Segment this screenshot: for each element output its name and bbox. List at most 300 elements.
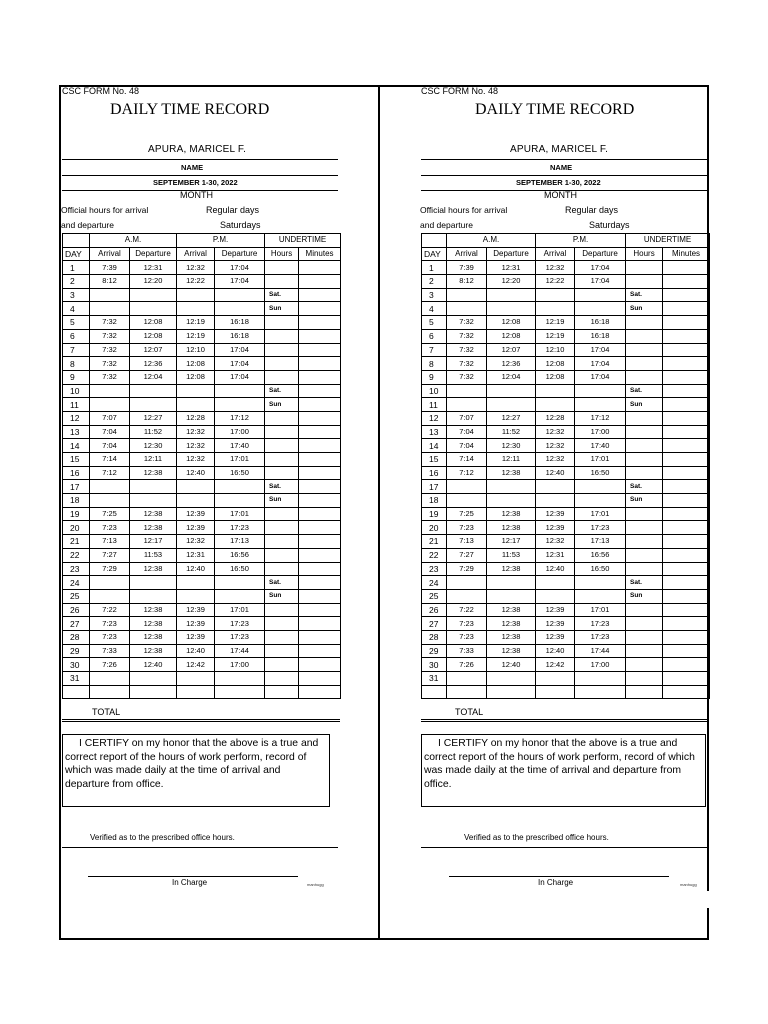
am-arrival: 7:22 [90, 603, 130, 617]
undertime-minutes [663, 617, 710, 631]
am-arrival [90, 288, 130, 302]
blank-cell [487, 685, 536, 698]
undertime-note [626, 630, 663, 644]
am-arrival: 7:23 [447, 630, 487, 644]
pm-arrival [536, 398, 575, 412]
blank-cell [90, 685, 130, 698]
day-number: 5 [63, 316, 90, 330]
undertime-minutes [663, 576, 710, 590]
undertime-note: Sun [626, 589, 663, 603]
am-arrival: 7:12 [90, 466, 130, 480]
undertime-note: Sun [265, 302, 299, 316]
am-departure [130, 589, 177, 603]
am-arrival: 7:23 [447, 521, 487, 535]
pm-departure: 17:13 [215, 535, 265, 549]
am-arrival: 7:32 [447, 357, 487, 371]
undertime-note [265, 261, 299, 275]
day-number: 3 [422, 288, 447, 302]
pm-departure: 17:04 [575, 275, 626, 289]
pm-departure: 17:00 [215, 658, 265, 672]
pm-arrival: 12:40 [536, 466, 575, 480]
pm-arrival [177, 302, 215, 316]
am-departure: 12:07 [487, 343, 536, 357]
pm-departure: 16:50 [215, 562, 265, 576]
pm-departure [575, 480, 626, 494]
undertime-note [265, 275, 299, 289]
pm-arrival [177, 672, 215, 686]
pm-departure [215, 384, 265, 398]
day-number: 29 [422, 644, 447, 658]
am-departure: 12:07 [130, 343, 177, 357]
am-departure: 12:36 [487, 357, 536, 371]
am-arrival: 7:29 [447, 562, 487, 576]
certification-box [421, 734, 706, 807]
am-arrival [90, 494, 130, 508]
blank-cell [265, 685, 299, 698]
am-arrival: 7:04 [90, 425, 130, 439]
undertime-note [265, 535, 299, 549]
day-row [63, 370, 341, 384]
day-row [63, 261, 341, 275]
am-arrival: 7:32 [90, 357, 130, 371]
undertime-minutes [663, 589, 710, 603]
pm-departure: 17:01 [575, 507, 626, 521]
header-day: DAY [63, 247, 90, 261]
undertime-minutes [299, 357, 341, 371]
undertime-note: Sat. [265, 480, 299, 494]
pm-departure: 17:23 [215, 617, 265, 631]
verified-text: Verified as to the prescribed office hours. [90, 833, 235, 842]
pm-departure [575, 288, 626, 302]
pm-departure [215, 302, 265, 316]
day-row [63, 329, 341, 343]
verified-underline [62, 847, 338, 848]
total-topline [421, 719, 709, 720]
day-number: 8 [63, 357, 90, 371]
pm-arrival: 12:31 [536, 548, 575, 562]
blank-cell [130, 685, 177, 698]
time-record-table [62, 233, 341, 699]
am-arrival [447, 480, 487, 494]
pm-arrival: 12:42 [536, 658, 575, 672]
undertime-minutes [663, 603, 710, 617]
day-row [63, 288, 341, 302]
saturdays-label: Saturdays [589, 220, 630, 230]
pm-arrival: 12:19 [177, 329, 215, 343]
undertime-minutes [663, 672, 710, 686]
pm-arrival: 12:40 [536, 562, 575, 576]
am-departure [487, 589, 536, 603]
am-departure: 12:38 [487, 630, 536, 644]
header-day: DAY [422, 247, 447, 261]
undertime-note [265, 411, 299, 425]
name-divider [421, 175, 707, 176]
pm-arrival: 12:22 [177, 275, 215, 289]
am-arrival [90, 672, 130, 686]
day-row [63, 562, 341, 576]
blank-cell [536, 685, 575, 698]
header-am-arrival: Arrival [447, 247, 487, 261]
pm-arrival: 12:28 [177, 411, 215, 425]
am-departure: 12:11 [130, 453, 177, 467]
am-arrival [90, 302, 130, 316]
day-number: 8 [422, 357, 447, 371]
official-hours-label-2: and departure [420, 220, 473, 230]
pm-departure: 17:13 [575, 535, 626, 549]
pm-arrival: 12:39 [177, 630, 215, 644]
pm-arrival: 12:39 [177, 507, 215, 521]
pm-arrival [536, 288, 575, 302]
am-departure [487, 384, 536, 398]
header-undertime: UNDERTIME [265, 234, 341, 248]
day-row [422, 480, 710, 494]
am-arrival: 7:23 [90, 630, 130, 644]
am-departure: 12:30 [487, 439, 536, 453]
pm-departure: 16:18 [575, 329, 626, 343]
pm-departure: 17:04 [575, 261, 626, 275]
am-departure [487, 288, 536, 302]
undertime-minutes [299, 302, 341, 316]
pm-departure: 17:23 [215, 630, 265, 644]
pm-arrival: 12:08 [177, 370, 215, 384]
blank-cell [447, 685, 487, 698]
am-arrival [447, 302, 487, 316]
day-number: 15 [422, 453, 447, 467]
day-row [422, 411, 710, 425]
form-title: DAILY TIME RECORD [475, 101, 635, 118]
am-departure: 12:08 [487, 329, 536, 343]
am-arrival: 7:32 [90, 329, 130, 343]
day-row [63, 494, 341, 508]
corner-mark: manhugg [307, 882, 324, 887]
pm-arrival: 12:31 [177, 548, 215, 562]
day-row [422, 494, 710, 508]
pm-departure: 17:23 [575, 617, 626, 631]
employee-name: APURA, MARICEL F. [510, 144, 609, 155]
day-row [422, 425, 710, 439]
am-arrival: 7:26 [90, 658, 130, 672]
blank-cell [575, 685, 626, 698]
official-hours-label: Official hours for arrival [420, 205, 508, 215]
day-number: 25 [63, 589, 90, 603]
am-departure: 12:40 [487, 658, 536, 672]
saturdays-label: Saturdays [220, 220, 261, 230]
blank-cell [215, 685, 265, 698]
day-number: 1 [63, 261, 90, 275]
undertime-note: Sat. [265, 384, 299, 398]
undertime-minutes [663, 384, 710, 398]
undertime-minutes [663, 275, 710, 289]
pm-departure: 17:04 [575, 370, 626, 384]
undertime-minutes [663, 357, 710, 371]
am-departure: 12:31 [487, 261, 536, 275]
blank-cell [299, 685, 341, 698]
am-departure: 12:20 [130, 275, 177, 289]
am-departure: 12:38 [130, 603, 177, 617]
undertime-note: Sat. [265, 288, 299, 302]
day-number: 17 [63, 480, 90, 494]
pm-arrival: 12:39 [536, 507, 575, 521]
pm-departure [215, 672, 265, 686]
header-hours: Hours [626, 247, 663, 261]
undertime-note [626, 617, 663, 631]
undertime-minutes [663, 425, 710, 439]
pm-arrival: 12:32 [177, 261, 215, 275]
day-number: 26 [422, 603, 447, 617]
am-departure [130, 480, 177, 494]
am-departure: 12:31 [130, 261, 177, 275]
pm-arrival: 12:39 [177, 603, 215, 617]
am-arrival: 7:27 [447, 548, 487, 562]
day-number: 9 [422, 370, 447, 384]
day-row [422, 302, 710, 316]
form-number: CSC FORM No. 48 [62, 86, 140, 96]
regular-days-label: Regular days [206, 205, 260, 215]
pm-departure [575, 672, 626, 686]
am-arrival: 7:33 [447, 644, 487, 658]
am-arrival: 7:32 [90, 343, 130, 357]
day-number: 11 [63, 398, 90, 412]
undertime-minutes [299, 398, 341, 412]
undertime-note [626, 261, 663, 275]
am-departure: 11:53 [487, 548, 536, 562]
undertime-note [265, 425, 299, 439]
day-row [422, 384, 710, 398]
signature-line [88, 876, 298, 877]
undertime-note [265, 672, 299, 686]
pm-arrival [177, 576, 215, 590]
header-am: A.M. [90, 234, 177, 248]
undertime-note [265, 453, 299, 467]
pm-departure: 17:04 [215, 275, 265, 289]
am-arrival [90, 589, 130, 603]
day-row [422, 370, 710, 384]
header-hours: Hours [265, 247, 299, 261]
day-row [422, 466, 710, 480]
day-row [422, 617, 710, 631]
pm-departure: 17:04 [215, 343, 265, 357]
undertime-note [265, 562, 299, 576]
pm-arrival: 12:32 [177, 425, 215, 439]
am-arrival: 8:12 [447, 275, 487, 289]
day-number: 6 [63, 329, 90, 343]
undertime-note [626, 603, 663, 617]
am-departure: 12:38 [130, 630, 177, 644]
undertime-note [626, 453, 663, 467]
undertime-note: Sun [626, 398, 663, 412]
pm-departure: 16:50 [575, 562, 626, 576]
pm-arrival: 12:32 [177, 453, 215, 467]
day-row [63, 658, 341, 672]
undertime-minutes [299, 562, 341, 576]
day-row [63, 644, 341, 658]
undertime-minutes [663, 343, 710, 357]
undertime-minutes [299, 617, 341, 631]
day-number: 23 [63, 562, 90, 576]
am-departure [130, 672, 177, 686]
am-departure: 12:27 [487, 411, 536, 425]
undertime-minutes [299, 589, 341, 603]
pm-departure: 17:04 [215, 261, 265, 275]
undertime-note [265, 521, 299, 535]
undertime-minutes [299, 576, 341, 590]
certification-text: I CERTIFY on my honor that the above is a true and correct report of the hours of work perform, record of which was made daily at the time of arrival and departure from office. [65, 738, 319, 790]
undertime-note: Sun [265, 398, 299, 412]
undertime-minutes [663, 439, 710, 453]
corner-mark: manhugg [680, 882, 697, 887]
total-bottomline [421, 721, 709, 722]
day-number: 16 [63, 466, 90, 480]
undertime-minutes [663, 535, 710, 549]
undertime-note [265, 658, 299, 672]
header-row-group [63, 234, 341, 248]
header-blank [63, 234, 90, 248]
pm-arrival [536, 302, 575, 316]
pm-arrival: 12:39 [536, 521, 575, 535]
undertime-minutes [299, 630, 341, 644]
am-arrival [447, 288, 487, 302]
am-arrival [447, 494, 487, 508]
day-row [422, 535, 710, 549]
am-departure: 12:11 [487, 453, 536, 467]
am-arrival: 7:32 [447, 370, 487, 384]
in-charge-label: In Charge [172, 878, 208, 887]
day-row [63, 302, 341, 316]
day-row [63, 576, 341, 590]
am-departure: 12:38 [487, 603, 536, 617]
undertime-note: Sun [626, 302, 663, 316]
am-departure: 12:38 [130, 507, 177, 521]
day-row [422, 630, 710, 644]
day-number: 12 [63, 411, 90, 425]
pm-arrival: 12:28 [536, 411, 575, 425]
pm-arrival: 12:39 [177, 617, 215, 631]
am-arrival: 7:32 [90, 316, 130, 330]
day-row [422, 357, 710, 371]
day-number: 28 [63, 630, 90, 644]
month-label: MONTH [180, 190, 213, 200]
undertime-note [626, 357, 663, 371]
am-arrival: 7:27 [90, 548, 130, 562]
pm-arrival [536, 576, 575, 590]
day-row [63, 603, 341, 617]
day-number: 14 [63, 439, 90, 453]
am-arrival: 7:25 [447, 507, 487, 521]
pm-departure: 17:01 [215, 603, 265, 617]
pm-arrival [177, 480, 215, 494]
period-text: SEPTEMBER 1-30, 2022 [516, 178, 601, 187]
day-row [63, 589, 341, 603]
am-arrival: 7:33 [90, 644, 130, 658]
blank-cell [177, 685, 215, 698]
undertime-minutes [299, 316, 341, 330]
undertime-note [626, 535, 663, 549]
am-arrival [90, 384, 130, 398]
regular-days-label: Regular days [565, 205, 619, 215]
total-label: TOTAL [92, 707, 121, 717]
am-departure [487, 398, 536, 412]
undertime-minutes [663, 329, 710, 343]
undertime-minutes [663, 494, 710, 508]
day-number: 24 [63, 576, 90, 590]
am-departure: 12:38 [130, 617, 177, 631]
undertime-minutes [299, 384, 341, 398]
undertime-minutes [663, 562, 710, 576]
am-arrival [447, 576, 487, 590]
day-row [63, 411, 341, 425]
pm-departure: 17:04 [215, 370, 265, 384]
pm-arrival [177, 384, 215, 398]
pm-arrival: 12:39 [536, 603, 575, 617]
pm-departure [575, 384, 626, 398]
undertime-note [626, 439, 663, 453]
pm-arrival [536, 494, 575, 508]
total-bottomline [62, 721, 340, 722]
pm-arrival: 12:40 [536, 644, 575, 658]
day-number: 14 [422, 439, 447, 453]
blank-cell [63, 685, 90, 698]
day-number: 10 [422, 384, 447, 398]
undertime-minutes [299, 439, 341, 453]
day-number: 1 [422, 261, 447, 275]
pm-arrival: 12:32 [536, 261, 575, 275]
am-arrival: 7:14 [447, 453, 487, 467]
pm-arrival: 12:08 [536, 357, 575, 371]
pm-departure: 17:44 [575, 644, 626, 658]
am-arrival: 7:29 [90, 562, 130, 576]
pm-departure: 17:23 [215, 521, 265, 535]
pm-departure: 16:56 [215, 548, 265, 562]
pm-departure: 17:40 [575, 439, 626, 453]
day-row [63, 316, 341, 330]
undertime-minutes [663, 453, 710, 467]
time-record-table [421, 233, 710, 699]
day-row [63, 535, 341, 549]
undertime-note [626, 370, 663, 384]
pm-departure: 17:04 [575, 357, 626, 371]
am-departure [130, 494, 177, 508]
day-row [422, 329, 710, 343]
am-departure: 12:30 [130, 439, 177, 453]
day-number: 13 [63, 425, 90, 439]
day-row [422, 453, 710, 467]
day-row [63, 521, 341, 535]
day-number: 22 [422, 548, 447, 562]
official-hours-label-2: and departure [61, 220, 114, 230]
day-row [422, 672, 710, 686]
day-row [422, 507, 710, 521]
undertime-note: Sat. [626, 480, 663, 494]
day-number: 16 [422, 466, 447, 480]
undertime-note [265, 316, 299, 330]
undertime-note [265, 603, 299, 617]
time-record-body [422, 234, 710, 699]
undertime-minutes [299, 507, 341, 521]
pm-departure [215, 576, 265, 590]
day-row [63, 343, 341, 357]
day-row [63, 398, 341, 412]
undertime-minutes [299, 343, 341, 357]
undertime-minutes [299, 275, 341, 289]
undertime-note: Sat. [626, 288, 663, 302]
am-departure: 12:08 [487, 316, 536, 330]
day-number: 18 [63, 494, 90, 508]
undertime-minutes [299, 480, 341, 494]
undertime-minutes [663, 370, 710, 384]
pm-departure: 16:18 [215, 316, 265, 330]
pm-departure: 17:23 [575, 630, 626, 644]
day-number: 26 [63, 603, 90, 617]
